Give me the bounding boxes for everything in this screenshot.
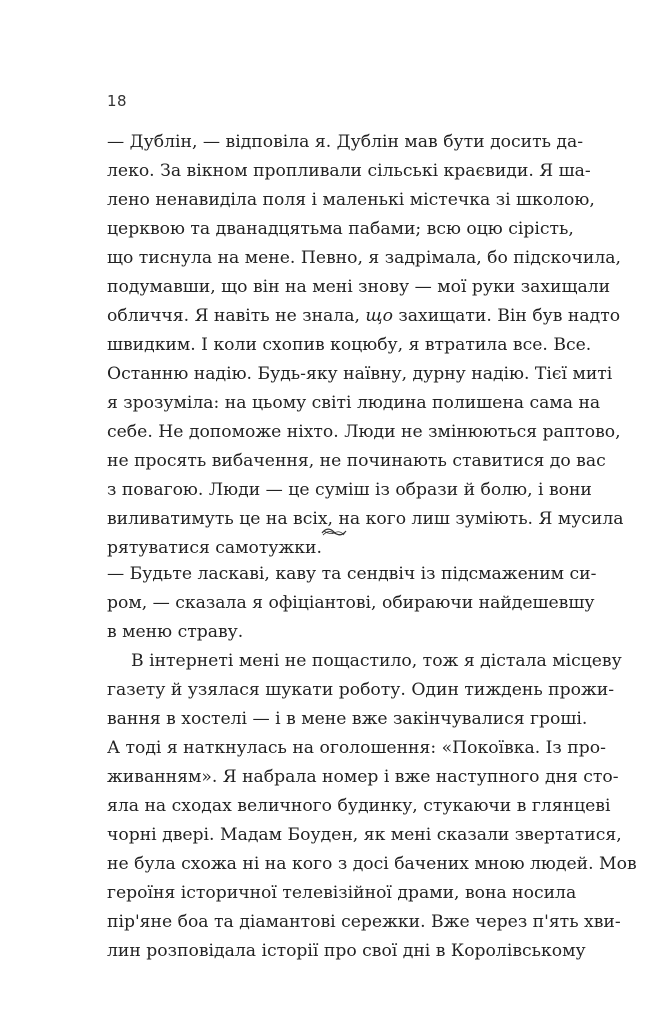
text-line: леко. За вікном пропливали сільські краєвиди. Я ша-	[107, 161, 591, 181]
text-line: швидким. І коли схопив коцюбу, я втратила все. Все.	[107, 335, 592, 355]
text-line: що тиснула на мене. Певно, я задрімала, бо підскочила,	[107, 248, 621, 268]
text-line-with-italic: обличчя. Я навіть не знала, що захищати. Він був надто	[107, 306, 621, 326]
text-line: подумавши, що він на мені знову — мої руки захищали	[107, 277, 611, 297]
text-line: не просять вибачення, не починають ставитися до вас	[107, 451, 606, 471]
text-line: газету й узялася шукати роботу. Один тиждень прожи-	[107, 680, 615, 700]
text-line: рятуватися самотужки.	[107, 538, 322, 558]
page-number: 18	[107, 92, 128, 110]
text-line: лено ненавиділа поля і маленькі містечка зі школою,	[107, 190, 595, 210]
text-line: виливатимуть це на всіх, на кого лиш зуміють. Я мусила	[107, 509, 624, 529]
text-line: чорні двері. Мадам Боуден, як мені сказали звертатися,	[107, 825, 622, 845]
text-line: з повагою. Люди — це суміш із образи й болю, і вони	[107, 480, 592, 500]
paragraph-1	[107, 128, 624, 563]
text-line: пір'яне боа та діамантові сережки. Вже через п'ять хви-	[107, 912, 621, 932]
text-line: церквою та дванадцятьма пабами; всю оцю сірість,	[107, 219, 574, 239]
scroll-flourish-icon	[320, 527, 348, 539]
text-line: вання в хостелі — і в мене вже закінчувалися гроші.	[107, 709, 588, 729]
text-line: не була схожа ні на кого з досі бачених мною людей. Мов	[107, 854, 637, 874]
text-line: лин розповідала історії про свої дні в Королівському	[107, 941, 586, 961]
text-line: — Дублін, — відповіла я. Дублін мав бути досить да-	[107, 132, 584, 152]
text-line: — Будьте ласкаві, каву та сендвіч із підсмаженим си-	[107, 564, 597, 584]
text-line: себе. Не допоможе ніхто. Люди не змінюються раптово,	[107, 422, 621, 442]
text-line: живанням». Я набрала номер і вже наступного дня сто-	[107, 767, 619, 787]
text-line: А тоді я наткнулась на оголошення: «Покоївка. Із про-	[107, 738, 606, 758]
text-line: героїня історичної телевізійної драми, вона носила	[107, 883, 577, 903]
text-line: я зрозуміла: на цьому світі людина полишена сама на	[107, 393, 601, 413]
text-line: Останню надію. Будь-яку наївну, дурну надію. Тієї миті	[107, 364, 613, 384]
text-line: В інтернеті мені не пощастило, тож я дістала місцеву	[131, 651, 622, 671]
paragraphs-2-3	[107, 560, 637, 966]
text-line: в меню страву.	[107, 622, 244, 642]
text-line: ром, — сказала я офіціантові, обираючи найдешевшу	[107, 593, 595, 613]
italic-emphasis: що	[365, 306, 393, 326]
text-line: яла на сходах величного будинку, стукаючи в глянцеві	[107, 796, 611, 816]
